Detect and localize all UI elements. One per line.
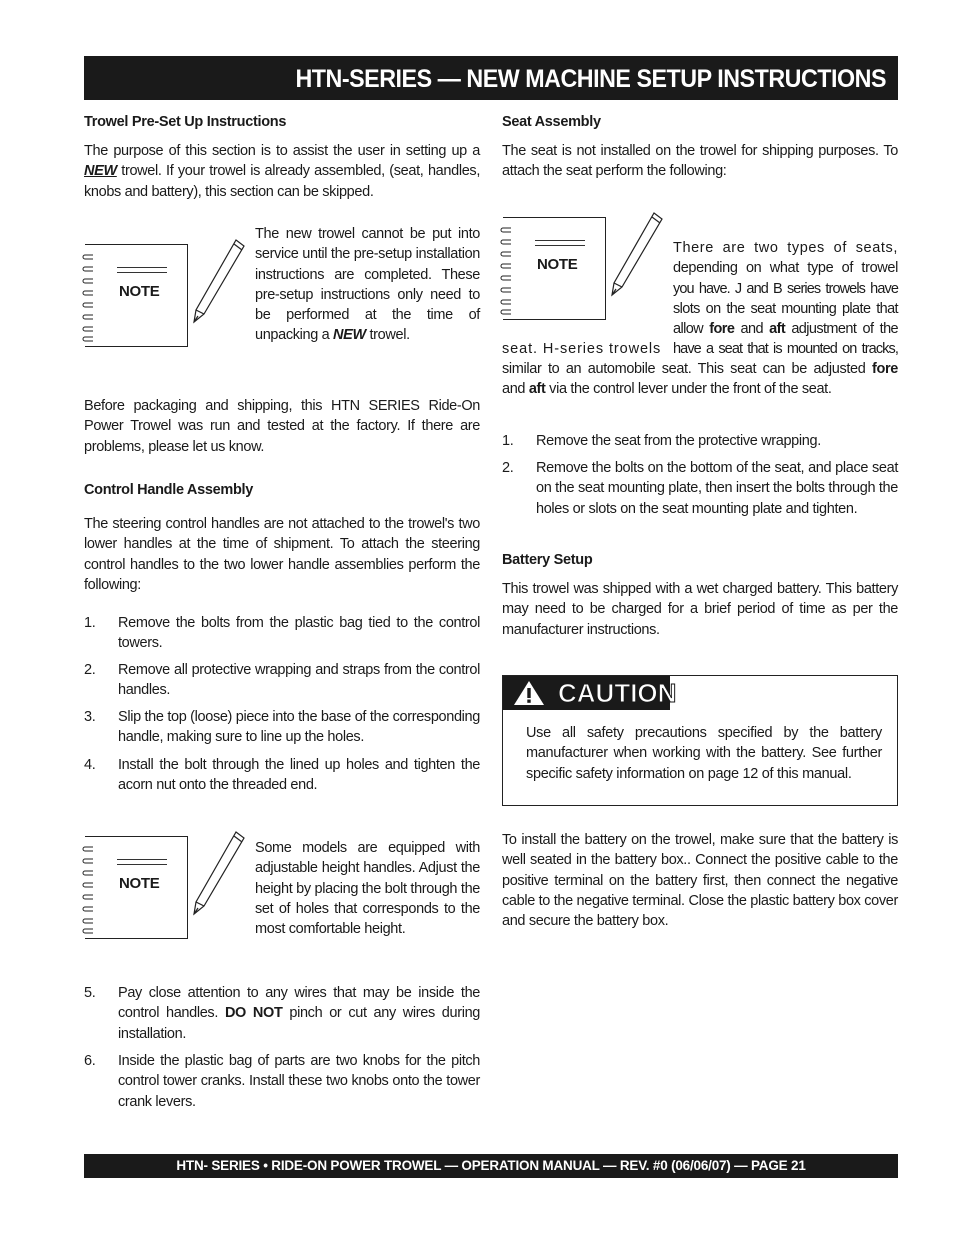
note-lines (117, 859, 167, 869)
list-item-text: Inside the plastic bag of parts are two knobs for the pitch control tower cranks. Install these two knobs onto the tower crank levers. (118, 1053, 480, 1110)
fore-emphasis: fore (872, 361, 898, 377)
aft-emphasis: aft (769, 321, 786, 338)
spiral-binding-icon (81, 843, 95, 935)
note3-text: adjustment of the (785, 321, 898, 338)
aft-emphasis: aft (528, 381, 546, 398)
battery-setup-heading: Battery Setup (502, 552, 593, 568)
pencil-icon (190, 828, 246, 918)
factory-test-paragraph: Before packaging and shipping, this HTN SERIES Ride-On Power Trowel was run and tested at the factory. If there are problems, please let us know. (84, 398, 480, 455)
page-title: HTN-SERIES — NEW MACHINE SETUP INSTRUCTIONS (295, 65, 886, 93)
list-item (502, 458, 898, 520)
list-item-number: 2. (84, 662, 96, 678)
page-title-banner (84, 56, 898, 100)
note3-line (502, 379, 898, 399)
note3-text: and (734, 321, 770, 338)
list-item-text: Slip the top (loose) piece into the base of the corresponding handle, making sure to line up the holes. (118, 709, 480, 746)
note1-text-b: trowel. (365, 327, 410, 344)
list-item-text: Remove the seat from the protective wrapping. (536, 433, 821, 449)
list-item (84, 707, 480, 749)
page-footer: HTN- SERIES • RIDE-ON POWER TROWEL — OPERATION MANUAL — REV. #0 (06/06/07) — PAGE 21 (84, 1154, 898, 1178)
control-handle-heading: Control Handle Assembly (84, 482, 254, 498)
do-not-emphasis: DO NOT (224, 1005, 283, 1022)
step5-text-a: Pay close attention to any wires that may be inside the control handles. (118, 985, 480, 1022)
note-icon (85, 836, 188, 939)
warning-triangle-icon (513, 680, 545, 706)
list-item-number: 1. (502, 433, 514, 449)
list-item-number: 4. (84, 757, 96, 773)
battery-install-paragraph: To install the battery on the trowel, make sure that the battery is well seated in the battery box.. Connect the positive cable to the positive terminal on the battery first, then connect the negative cable to the negative terminal. Close the plastic battery box cover and secure the battery box. (502, 832, 898, 930)
list-item-text (118, 983, 480, 1044)
list-item-number: 3. (84, 709, 96, 725)
list-item-text: Remove all protective wrapping and straps from the control handles. (118, 662, 480, 699)
battery-setup-paragraph: This trowel was shipped with a wet charged battery. This battery may need to be charged for a brief period of time as per the manufacturer instructions. (502, 581, 898, 638)
list-item-number: 1. (84, 615, 96, 631)
list-item (84, 613, 480, 655)
list-item (502, 431, 898, 453)
trowel-preset-heading: Trowel Pre-Set Up Instructions (84, 114, 287, 130)
caution-box (502, 675, 898, 806)
pencil-icon (608, 209, 664, 299)
note3-text: and (502, 381, 529, 398)
note3-line: seat. H-series trowels (502, 341, 662, 357)
caution-text: Use all safety precautions specified by the battery manufacturer when working with the battery. See further specific safety information on page 12 of this manual. (526, 725, 882, 782)
list-item-number: 5. (84, 985, 96, 1001)
list-item (84, 1051, 480, 1113)
pencil-icon (190, 236, 246, 326)
control-handle-paragraph: The steering control handles are not attached to the trowel's two lower handles at the time of shipment. To attach the steering control handles to the two lower handle assemblies perform the following: (84, 516, 480, 593)
note-label: NOTE (119, 875, 160, 892)
note3-text: allow (673, 321, 710, 338)
note3-text-block (673, 238, 898, 360)
seat-assembly-paragraph: The seat is not installed on the trowel for shipping purposes. To attach the seat perform the following: (502, 143, 898, 180)
list-item-text: Remove the bolts on the bottom of the seat, and place seat on the seat mounting plate, then insert the bolts through the holes or slots on the seat mounting plate and tighten. (536, 460, 898, 517)
note-label: NOTE (119, 283, 160, 300)
note2-text: Some models are equipped with adjustable height handles. Adjust the height by placing the bolt through the set of holes that corresponds to the most comfortable height. (255, 840, 480, 938)
note1-text-a: The new trowel cannot be put into service until the pre-setup installation instructions are completed. These pre-setup instructions only need to be performed at the time of unpacking a (255, 226, 480, 344)
note-lines (117, 267, 167, 277)
note3-line: depending on what type of trowel (673, 260, 898, 277)
note1-new-emphasis: NEW (333, 327, 366, 344)
new-emphasis: NEW (84, 163, 117, 180)
seat-assembly-heading: Seat Assembly (502, 114, 601, 130)
caution-label: CAUTION (558, 678, 677, 708)
fore-emphasis: fore (709, 321, 735, 338)
list-item-number: 6. (84, 1053, 96, 1069)
trowel-p1-text-b: trowel. If your trowel is already assembled, (seat, handles, knobs and battery), this section can be skipped. (84, 163, 480, 200)
note3-text: via the control lever under the front of the seat. (545, 381, 832, 398)
note3-line: slots on the seat mounting plate that (673, 300, 898, 317)
note-icon (85, 244, 188, 347)
note3-line (673, 319, 898, 339)
note3-line: you have. J and B series trowels have (673, 280, 898, 297)
list-item (84, 983, 480, 1045)
trowel-preset-paragraph (84, 141, 480, 202)
note1-text (255, 224, 480, 346)
list-item (84, 660, 480, 702)
note3-line: There are two types of seats, (673, 240, 898, 256)
note3-text: similar to an automobile seat. This seat can be adjusted (502, 361, 872, 377)
note3-line: have a seat that is mounted on tracks, (673, 341, 898, 358)
note3-line (502, 359, 898, 379)
spiral-binding-icon (499, 224, 513, 316)
note-lines (535, 240, 585, 250)
spiral-binding-icon (81, 251, 95, 343)
note-icon (503, 217, 606, 320)
trowel-p1-text-a: The purpose of this section is to assist the user in setting up a (84, 143, 480, 159)
step5-text-c: pinch or cut any wires during installation. (118, 1005, 480, 1042)
list-item-number: 2. (502, 460, 514, 476)
list-item (84, 755, 480, 797)
list-item-text: Remove the bolts from the plastic bag tied to the control towers. (118, 615, 480, 652)
list-item-text: Install the bolt through the lined up holes and tighten the acorn nut onto the threaded end. (118, 757, 480, 794)
note3-tail (502, 359, 898, 400)
note-label: NOTE (537, 256, 578, 273)
caution-tag (503, 676, 677, 710)
